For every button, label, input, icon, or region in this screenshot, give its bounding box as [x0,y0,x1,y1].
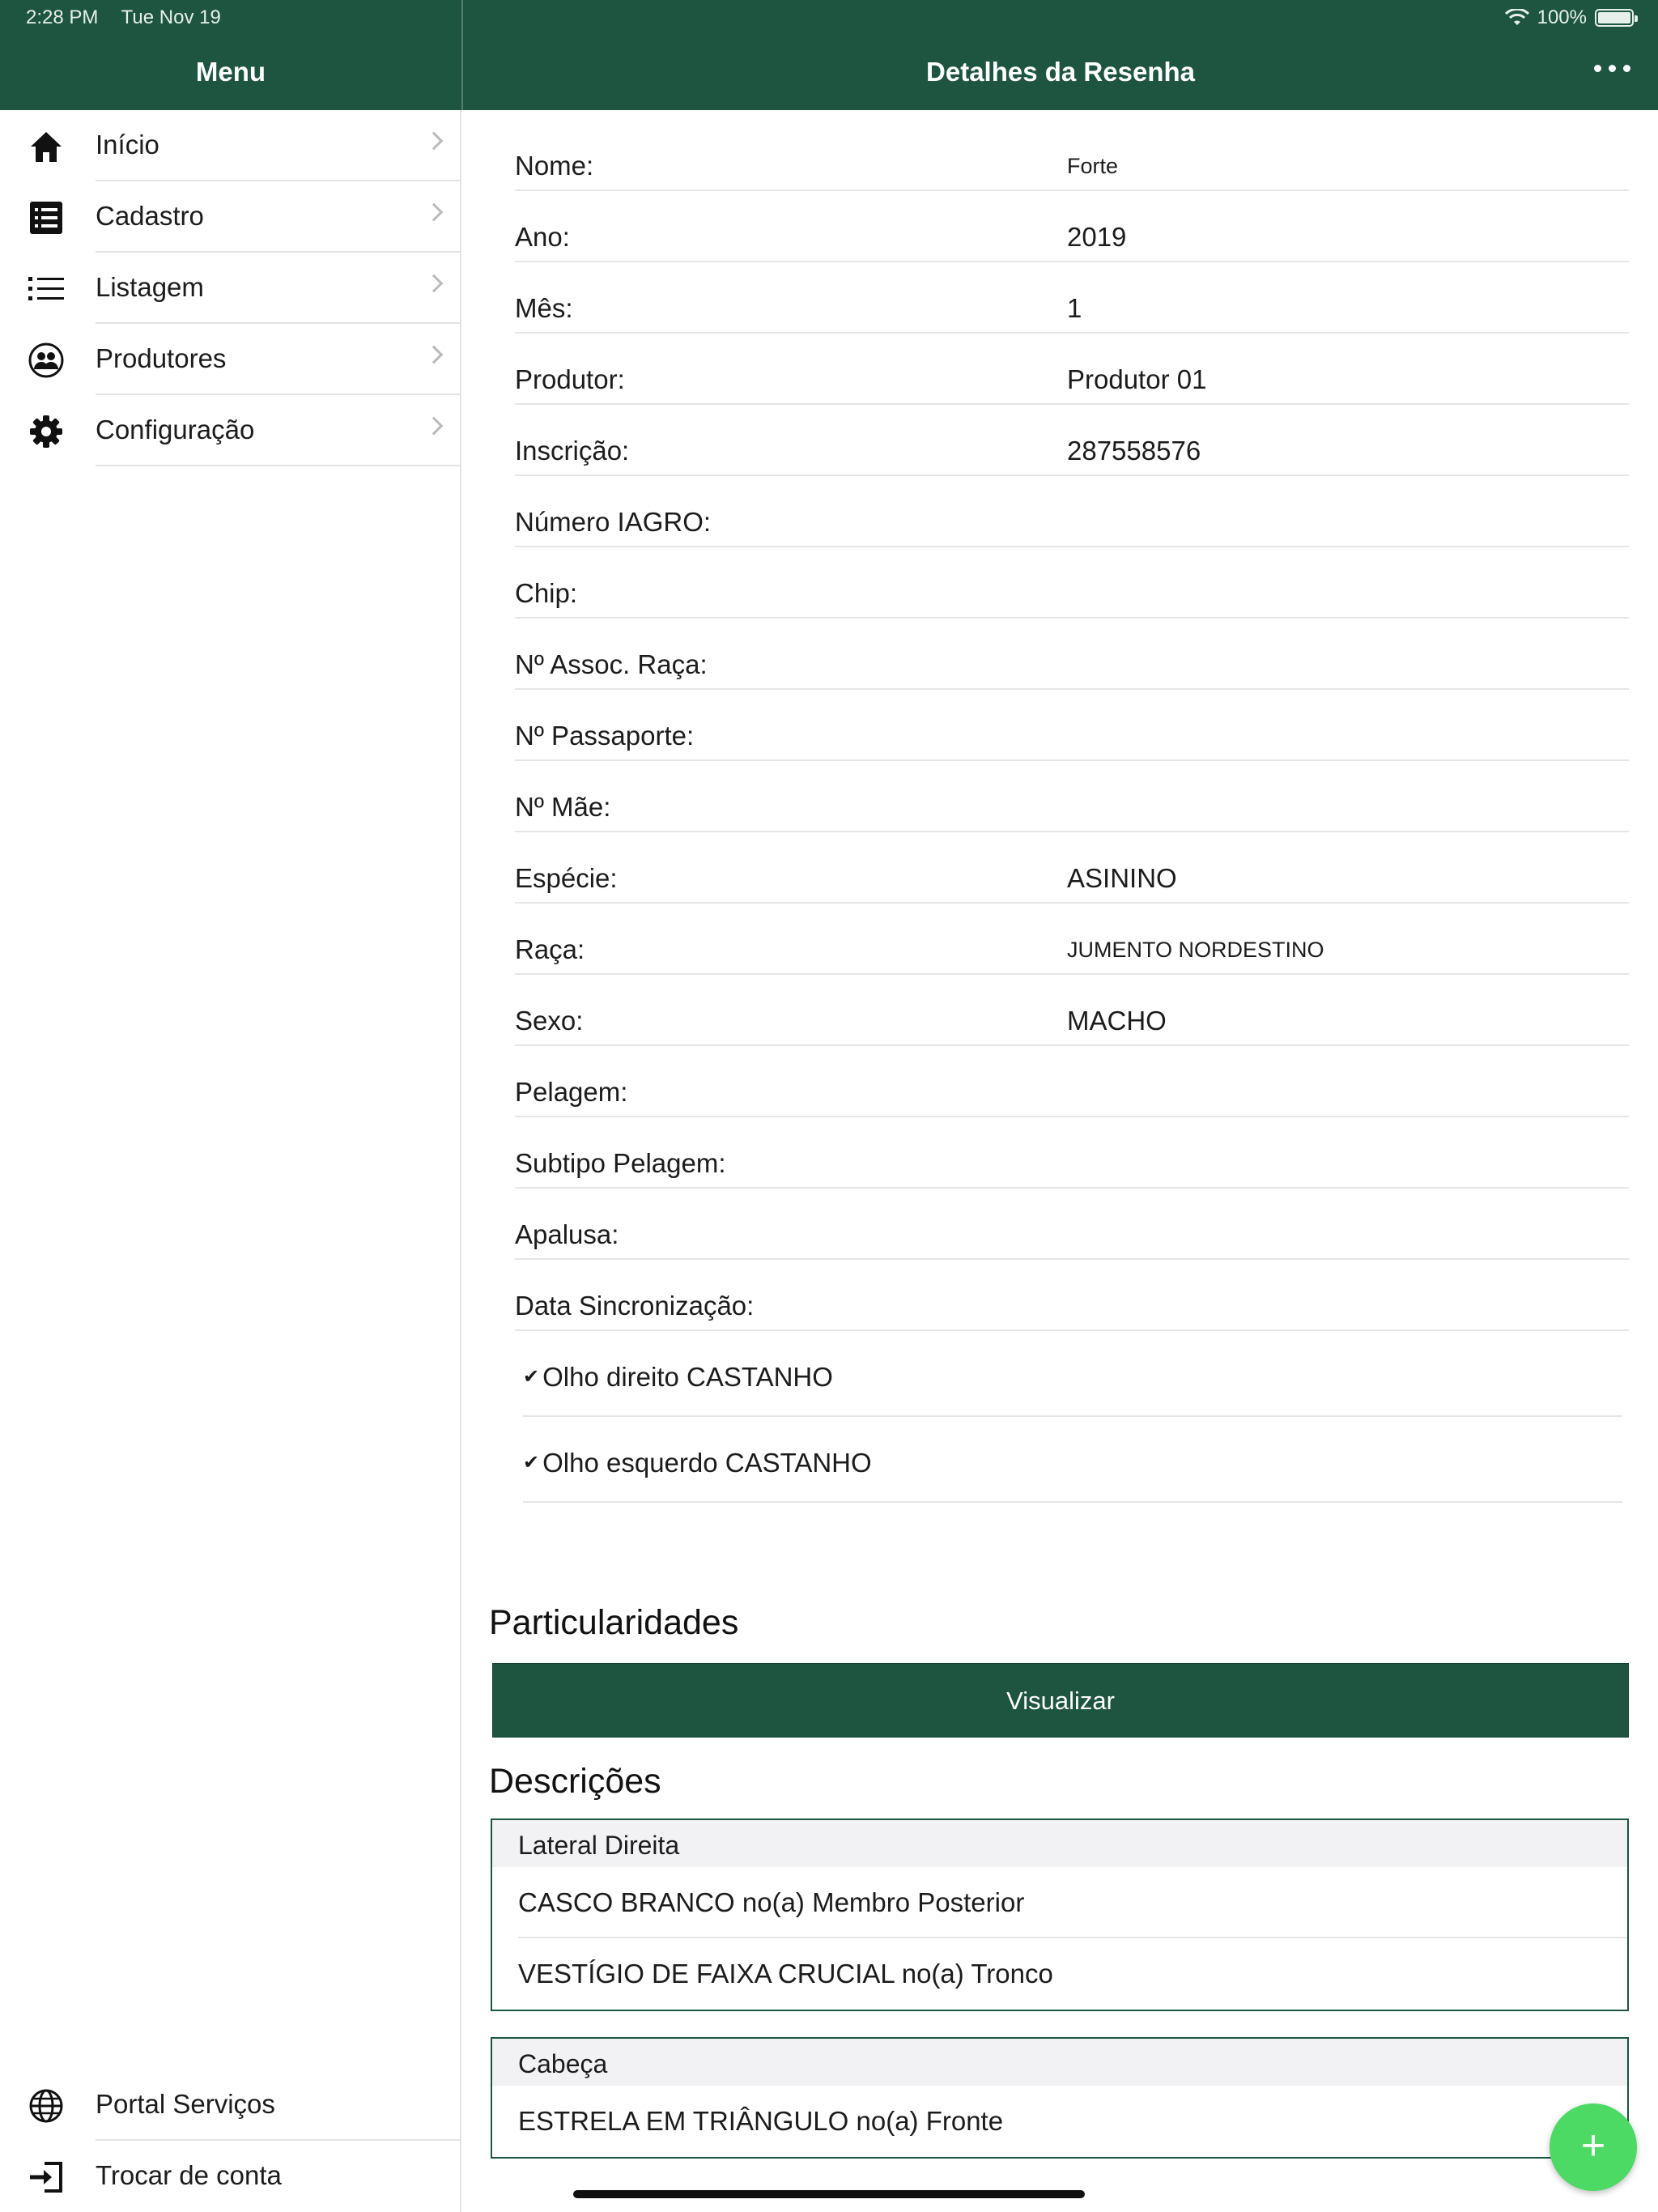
wifi-icon [1505,9,1529,27]
row-label: Nome: [515,151,594,181]
chevron-right-icon [425,346,444,364]
users-icon [28,342,65,379]
sidebar-item-listagem[interactable] [0,253,461,324]
row-value: 1 [1067,293,1082,323]
sidebar-item-label: Trocar de conta [96,2160,282,2190]
row-label: Apalusa: [515,1219,619,1249]
row-value: 287558576 [1067,436,1201,466]
row-label: Produtor: [515,364,625,394]
add-button[interactable]: + [1550,2104,1637,2191]
row-label: Número IAGRO: [515,507,712,537]
row-value: Forte [1067,154,1119,178]
list-icon [28,270,65,308]
detail-row-mae [515,761,1629,832]
detail-row-chip [515,547,1629,619]
list-item[interactable]: VESTÍGIO DE FAIXA CRUCIAL no(a) Tronco [518,1959,1053,1989]
row-label: Pelagem: [515,1077,628,1107]
status-time: 2:28 PM [26,6,99,28]
battery-percent: 100% [1537,6,1587,28]
sidebar-item-label: Configuração [96,415,255,445]
sidebar-item-inicio[interactable] [0,110,461,181]
row-label: Espécie: [515,863,618,893]
check-icon: ✔ [523,1366,540,1388]
group-header: Cabeça [492,2039,1627,2086]
section-title-particularidades: Particularidades [489,1603,739,1642]
detail-panel [463,110,1658,2212]
row-label: Sexo: [515,1006,584,1036]
detail-row-subtipo-pelagem [515,1117,1629,1189]
row-label: Mês: [515,293,573,323]
detail-row-passaporte [515,690,1629,761]
description-group-lateral-direita [491,1819,1629,2011]
top-bar [0,0,1658,110]
sidebar-item-label: Portal Serviços [96,2089,275,2119]
list-item[interactable]: ESTRELA EM TRIÂNGULO no(a) Fronte [518,2106,1004,2136]
sidebar-item-label: Listagem [96,272,204,302]
description-group-cabeca [491,2037,1629,2159]
row-label: Nº Passaporte: [515,721,695,751]
gear-icon [28,413,65,450]
row-label: Data Sincronização: [515,1291,755,1321]
chevron-right-icon [425,417,444,436]
sidebar-item-produtores[interactable] [0,324,461,395]
visualizar-button[interactable]: Visualizar [492,1663,1629,1738]
sidebar-item-label: Início [96,130,159,160]
row-value: MACHO [1067,1006,1167,1036]
check-icon: ✔ [523,1452,540,1474]
more-options-button[interactable] [1594,65,1630,72]
row-label: Nº Assoc. Raça: [515,649,708,679]
chevron-right-icon [425,203,444,222]
form-list-icon [28,199,65,236]
eye-label: Olho esquerdo CASTANHO [542,1448,872,1478]
sidebar-menu [0,110,461,2212]
row-value: ASININO [1067,863,1177,893]
status-date: Tue Nov 19 [121,6,221,28]
row-label: Inscrição: [515,436,630,466]
page-title: Detalhes da Resenha [926,57,1195,87]
row-value: JUMENTO NORDESTINO [1067,938,1324,962]
row-label: Ano: [515,222,570,252]
detail-row-especie [515,832,1629,904]
detail-row-raca [515,904,1629,975]
detail-row-numero-iagro [515,476,1629,547]
status-indicators [1505,6,1634,29]
detail-row-apalusa [515,1189,1629,1260]
status-time-date [26,6,239,29]
row-label: Chip: [515,578,578,608]
eye-row-right [523,1331,1622,1417]
group-header: Lateral Direita [492,1820,1627,1867]
sidebar-item-configuracao[interactable] [0,395,461,466]
sidebar-item-label: Cadastro [96,201,204,231]
eye-label: Olho direito CASTANHO [542,1362,833,1392]
detail-row-produtor [515,334,1629,405]
row-label: Nº Mãe: [515,792,611,822]
nav-divider [461,0,463,110]
detail-row-mes [515,262,1629,334]
detail-row-pelagem [515,1046,1629,1117]
home-indicator[interactable] [573,2190,1085,2198]
sidebar-item-portal-servicos[interactable] [0,2069,461,2141]
detail-row-assoc-raca [515,619,1629,690]
row-label: Subtipo Pelagem: [515,1148,726,1178]
home-icon [28,128,65,165]
detail-row-nome [515,120,1629,191]
detail-row-data-sincronizacao [515,1260,1629,1331]
row-label: Raça: [515,934,585,964]
menu-title: Menu [195,57,266,87]
sign-in-icon [28,2159,65,2196]
list-item[interactable]: CASCO BRANCO no(a) Membro Posterior [492,1867,1627,1938]
detail-row-sexo [515,975,1629,1046]
globe-icon [28,2087,65,2125]
chevron-right-icon [425,132,444,151]
detail-row-ano [515,191,1629,262]
sidebar-item-trocar-de-conta[interactable] [0,2141,461,2212]
row-value: 2019 [1067,222,1127,252]
sidebar-item-label: Produtores [96,343,227,373]
eye-row-left [523,1417,1622,1503]
row-value: Produtor 01 [1067,364,1207,394]
chevron-right-icon [425,274,444,293]
section-title-descricoes: Descrições [489,1762,661,1801]
battery-icon [1595,9,1634,27]
detail-row-inscricao [515,405,1629,476]
sidebar-item-cadastro[interactable] [0,181,461,253]
